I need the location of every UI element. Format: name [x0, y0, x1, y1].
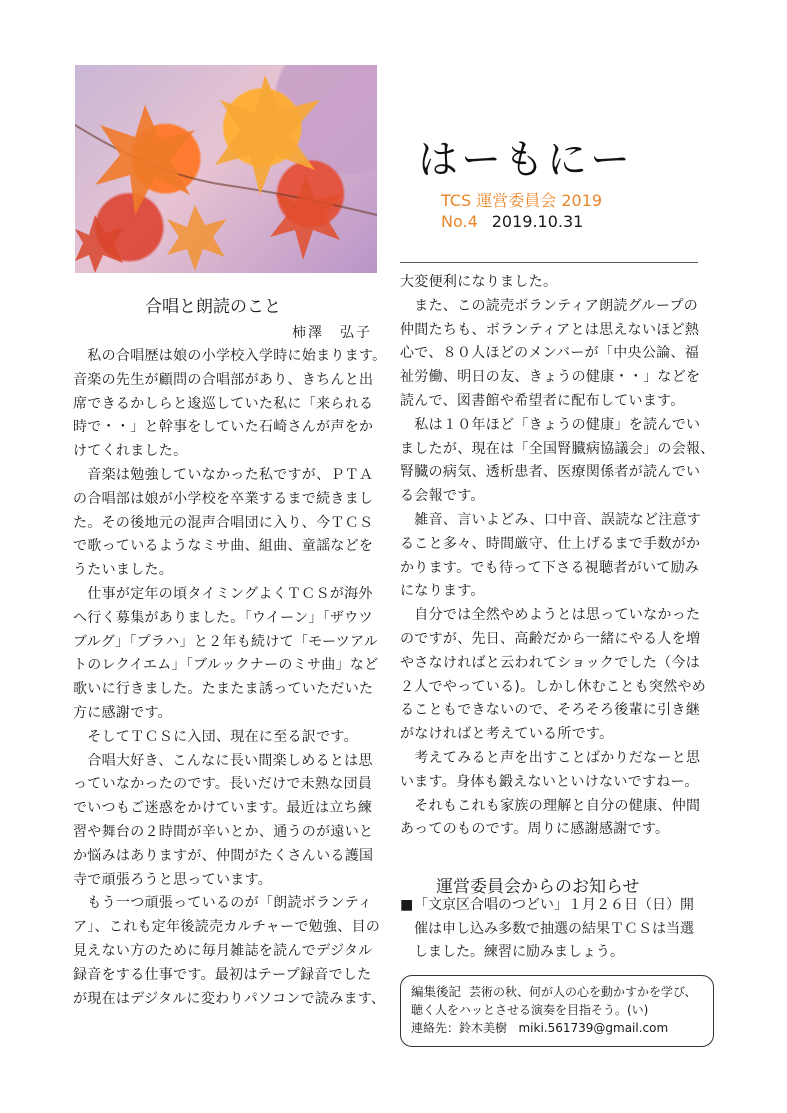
- square-bullet-icon: ■: [400, 897, 414, 913]
- article-line: 腎臓の病気、透析患者、医療関係者が読んでい: [400, 464, 701, 481]
- notice-body: [400, 894, 694, 965]
- maple-leaves-photo: [75, 65, 377, 273]
- notice-text: 催は申し込み多数で抽選の結果ＴＣＳは当選: [414, 920, 694, 937]
- article-line: 録音をする仕事です。最初はテープ録音でした: [73, 966, 372, 983]
- article-line: 自分では全然やめようとは思っていなかった: [400, 607, 701, 624]
- article-line: 大変便利になりました。: [400, 274, 558, 290]
- article-line: が現在はデジタルに変わりパソコンで読みます、: [73, 990, 386, 1007]
- notice-text: 「文京区合唱のつどい」１月２６日（日）開: [414, 897, 694, 913]
- contact-line: [411, 1019, 703, 1037]
- article-line: た。その後地元の混声合唱団に入り、今ＴＣＳ: [73, 514, 374, 531]
- article-line: 席できるかしらと逡巡していた私に「来られる: [73, 395, 374, 412]
- article-line: また、この読売ボランティア朗読グループの: [400, 297, 699, 314]
- notice-title: 運営委員会からのお知らせ: [436, 877, 640, 897]
- article-line: 仕事が定年の頃タイミングよくＴＣＳが海外: [73, 585, 373, 602]
- editor-note-box: [400, 975, 714, 1047]
- article-column-left: [73, 345, 385, 1011]
- article-line: の合唱部は娘が小学校を卒業するまで続きまし: [73, 490, 374, 507]
- article-line: ア」、これも定年後読売カルチャーで勉強、目の: [73, 919, 381, 936]
- article-line: 見えない方のために毎月雑誌を読んでデジタル: [73, 942, 373, 959]
- editor-note-line: [411, 983, 703, 1001]
- article-line: 音楽の先生が顧問の合唱部があり、きちんと出: [73, 371, 374, 388]
- article-line: か悩みはありますが、仲間がたくさんいる護国: [73, 847, 374, 864]
- article-line: 考えてみると声を出すことばかりだなーと思: [400, 749, 701, 766]
- article-line: 祉労働、明日の友、きょうの健康・・」などを: [400, 369, 701, 386]
- article-line: 歌いに行きました。たまたま誘っていただいた: [73, 681, 374, 698]
- article-line: 寺で頑張ろうと思っています。: [73, 871, 273, 888]
- issue-number: No.4: [441, 212, 478, 231]
- article-line: 方に感謝です。: [73, 704, 172, 721]
- article-line: 時で・・」と幹事をしていた石崎さんが声をか: [73, 419, 374, 436]
- article-line: 習や舞台の２時間が辛いとか、通うのが遠いと: [73, 823, 374, 840]
- contact-label: 連絡先：鈴木美樹: [411, 1021, 508, 1035]
- article-line: かります。でも待って下さる視聴者がいて励み: [400, 559, 700, 576]
- article-line: がなければと考えている所です。: [400, 726, 614, 743]
- article-line: でいつもご迷惑をかけています。最近は立ち練: [73, 800, 373, 817]
- article-line: ２人でやっている)。しかし休むことも突然やめ: [400, 678, 707, 695]
- article-line: ましたが、現在は「全国腎臓病協議会」の会報、: [400, 440, 715, 457]
- newsletter-title: はーもにー: [418, 137, 633, 183]
- maple-leaf-illustration: [75, 65, 377, 273]
- article-line: る会報です。: [400, 488, 485, 505]
- article-line: のですが、先日、高齢だから一緒にやる人を増: [400, 630, 701, 647]
- article-line: けてくれました。: [73, 443, 188, 460]
- issue-line: [441, 212, 583, 231]
- article-author: 柿澤 弘子: [292, 325, 372, 341]
- article-line: やさなければと云われてショックでした（今は: [400, 654, 701, 671]
- article-line: になります。: [400, 583, 485, 600]
- article-line: 読んで、図書館や希望者に配布しています。: [400, 392, 685, 409]
- issue-date: 2019.10.31: [491, 212, 584, 231]
- article-line: っていなかったのです。長いだけで未熟な団員: [73, 776, 373, 793]
- article-line: ブルグ」「プラハ」と２年も続けて「モーツアル: [73, 633, 379, 650]
- article-line: ることもできないので、そろそろ後輩に引き継: [400, 702, 701, 719]
- article-line: もう一つ頑張っているのが「朗読ボランティ: [73, 895, 373, 912]
- article-line: うたいました。: [73, 562, 174, 579]
- article-line: 雑音、言いよどみ、口中音、誤読など注意す: [400, 511, 702, 528]
- notice-line: [400, 941, 694, 965]
- article-line: へ行く募集がありました。「ウイーン」「ザウツ: [73, 609, 373, 626]
- article-line: 音楽は勉強していなかった私ですが、ＰＴＡ: [73, 466, 374, 483]
- article-line: ること多々、時間厳守、仕上げるまで手数がか: [400, 535, 701, 552]
- article-line: トのレクイエム」「ブルックナーのミサ曲」など: [73, 657, 379, 674]
- article-line: 私は１０年ほど「きょうの健康」を読んでい: [400, 416, 701, 433]
- article-line: で歌っているようなミサ曲、組曲、童謡などを: [73, 538, 374, 555]
- contact-email: miki.561739@gmail.com: [518, 1021, 669, 1035]
- article-column-right: [400, 271, 715, 842]
- article-line: それもこれも家族の理解と自分の健康、仲間: [400, 797, 701, 814]
- notice-line: [400, 918, 694, 942]
- article-line: そしてＴＣＳに入団、現在に至る訳です。: [73, 728, 358, 745]
- article-title: 合唱と朗読のこと: [145, 297, 281, 317]
- editor-note-line: 聴く人をハッとさせる演奏を目指そう。(い): [411, 1003, 649, 1017]
- article-line: 心で、８０人ほどのメンバーが「中央公論、福: [400, 345, 700, 362]
- organization-year: TCS 運営委員会 2019: [441, 191, 603, 210]
- notice-line: [400, 894, 694, 918]
- article-line: います。身体も鍛えないといけないですねー。: [400, 773, 699, 790]
- editor-note-text: 芸術の秋、何が人の心を動かすかを学び、: [469, 985, 697, 999]
- notice-text: しました。練習に励みましょう。: [414, 944, 624, 960]
- article-line: あってのものです。周りに感謝感謝です。: [400, 821, 670, 838]
- header-divider: [400, 262, 698, 263]
- article-line: 私の合唱歴は娘の小学校入学時に始まります。: [73, 348, 387, 364]
- article-line: 合唱大好き、こんなに長い間楽しめるとは思: [73, 752, 373, 769]
- editor-note-label: 編集後記: [411, 984, 462, 999]
- article-line: 仲間たちも、ボランティアとは思えないほど熱: [400, 321, 700, 338]
